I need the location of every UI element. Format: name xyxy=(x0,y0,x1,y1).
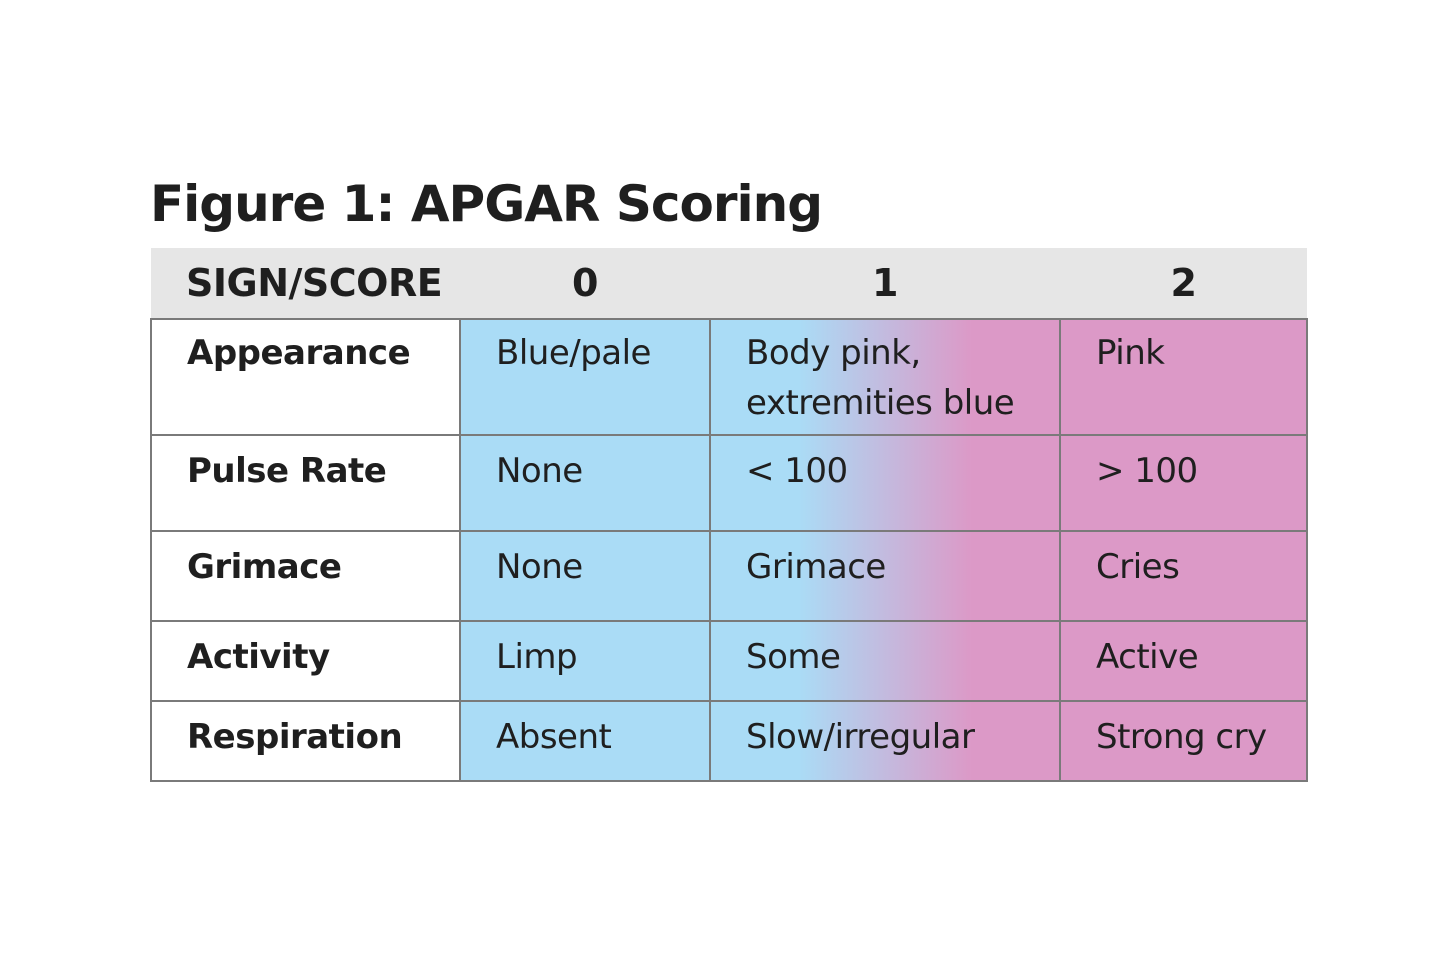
score-0-cell: Limp xyxy=(460,621,710,701)
score-2-cell: > 100 xyxy=(1060,435,1307,531)
score-1-cell: Some xyxy=(710,621,1060,701)
score-1-cell: Slow/irregular xyxy=(710,701,1060,781)
header-score-2: 2 xyxy=(1060,248,1307,319)
score-1-cell: Grimace xyxy=(710,531,1060,621)
header-score-0: 0 xyxy=(460,248,710,319)
table-row-respiration xyxy=(151,701,1307,781)
header-score-1: 1 xyxy=(710,248,1060,319)
apgar-table xyxy=(150,248,1308,782)
table-row-appearance xyxy=(151,319,1307,435)
score-1-cell: < 100 xyxy=(710,435,1060,531)
figure-title: Figure 1: APGAR Scoring xyxy=(150,175,823,233)
sign-cell: Grimace xyxy=(151,531,460,621)
sign-cell: Pulse Rate xyxy=(151,435,460,531)
score-0-cell: Absent xyxy=(460,701,710,781)
table-row-pulse-rate xyxy=(151,435,1307,531)
score-2-cell: Active xyxy=(1060,621,1307,701)
sign-cell: Appearance xyxy=(151,319,460,435)
score-2-cell: Strong cry xyxy=(1060,701,1307,781)
table-row-grimace xyxy=(151,531,1307,621)
header-sign-score: SIGN/SCORE xyxy=(151,248,460,319)
table-row-activity xyxy=(151,621,1307,701)
sign-cell: Activity xyxy=(151,621,460,701)
table-header-row xyxy=(151,248,1307,319)
score-0-cell: Blue/pale xyxy=(460,319,710,435)
score-0-cell: None xyxy=(460,531,710,621)
score-2-cell: Pink xyxy=(1060,319,1307,435)
sign-cell: Respiration xyxy=(151,701,460,781)
score-0-cell: None xyxy=(460,435,710,531)
score-1-cell: Body pink, extremities blue xyxy=(710,319,1060,435)
score-2-cell: Cries xyxy=(1060,531,1307,621)
